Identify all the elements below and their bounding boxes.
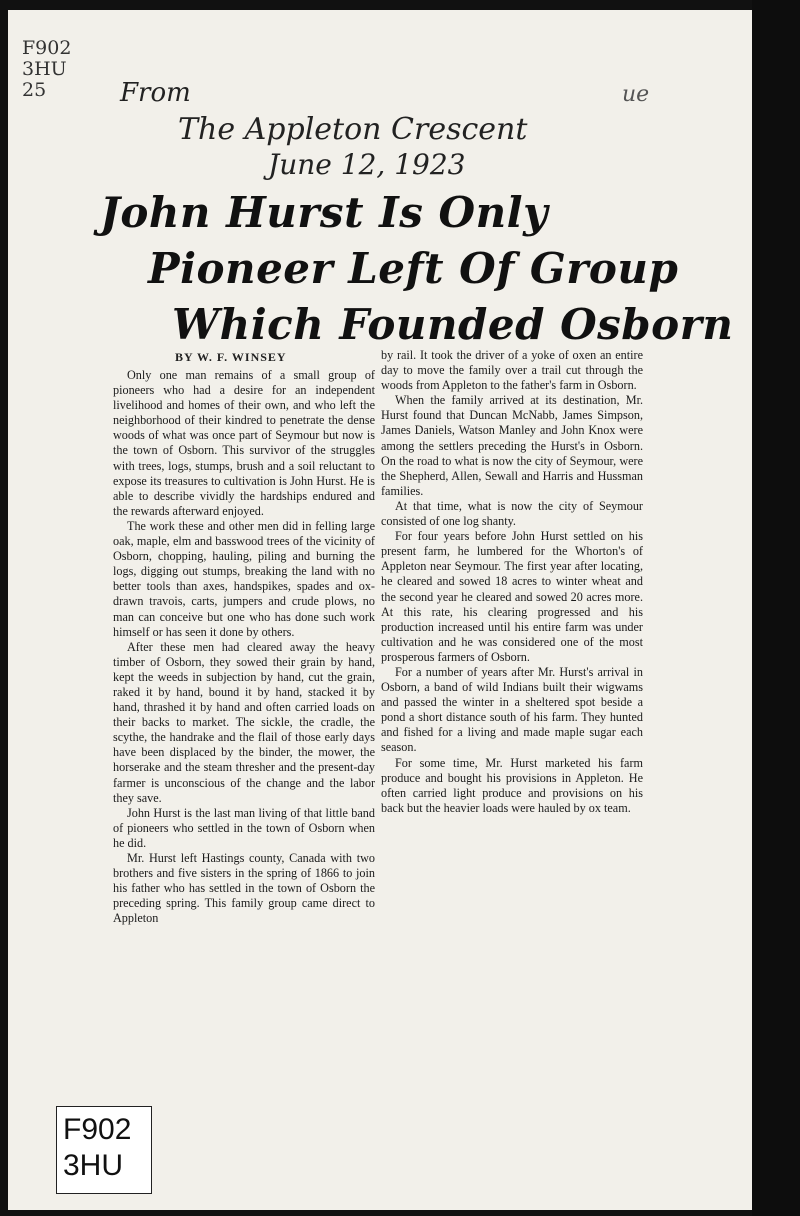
handwritten-corner-mark: ue xyxy=(622,82,650,107)
paragraph: For four years before John Hurst settled on his present farm, he lumbered for the Whorton's of Appleton near Seymour. The first year after locating, he cleared and sowed 18 acres to winter wheat and the second year he cleared and sowed 20 acres more. At this rate, his clearing progressed and his production increased until his entire farm was under cultivation and he was considered one of the most prosperous farmers of Osborn. xyxy=(381,529,643,664)
paragraph: After these men had cleared away the heavy timber of Osborn, they sowed their grain by hand, kept the weeds in subjection by hand, cut the grain, raked it by hand, bound it by hand, stacked it by hand, thrashed it by hand and often carried loads on their backs to market. The sickle, the cradle, the scythe, the handrake and the flail of those early days have been displaced by the binder, the mower, the horserake and the steam thresher and the present-day farmer is unconscious of the change and the labor they save. xyxy=(113,639,375,805)
scan-edge-shadow xyxy=(752,0,800,1216)
handwritten-date: June 12, 1923 xyxy=(268,148,466,181)
handwritten-publication: The Appleton Crescent xyxy=(178,112,528,147)
file-code-top xyxy=(22,38,71,101)
paragraph: The work these and other men did in felling large oak, maple, elm and basswood trees of the vicinity of Osborn, chopping, hauling, piling and burning the logs, digging out stumps, breaking the land with no better tools than axes, handspikes, spades and ox-drawn travois, carts, jumpers and crude plows, no man can conceive but one who has done such work himself or has seen it done by others. xyxy=(113,518,375,639)
paragraph: When the family arrived at its destination, Mr. Hurst found that Duncan McNabb, James Simpson, James Daniels, Watson Manley and John Knox were among the settlers preceding the Hurst's in Osborn. On the road to what is now the city of Seymour, were the Shepherd, Allen, Sewall and Harris and Hussman families. xyxy=(381,393,643,498)
file-code-line: 3HU xyxy=(63,1149,124,1182)
handwritten-from: From xyxy=(120,78,191,108)
article-column-1 xyxy=(113,368,375,926)
file-code-line: F902 xyxy=(22,37,72,59)
headline-line-3: Which Founded Osborn xyxy=(172,300,734,349)
paragraph: Only one man remains of a small group of pioneers who had a desire for an independent livelihood and homes of their own, and who left the neighborhood of their kindred to penetrate the dense woods of what was once part of Seymour but now is the town of Osborn. This survivor of the struggles with trees, logs, stumps, brush and a soil reluctant to expose its treasures to cultivation is John Hurst. He is able to describe vividly the hardships endured and the rewards afterward enjoyed. xyxy=(113,368,375,518)
paragraph: John Hurst is the last man living of that little band of pioneers who settled in the town of Osborn when he did. xyxy=(113,805,375,850)
file-code-line: 25 xyxy=(22,79,47,101)
headline-line-2: Pioneer Left Of Group xyxy=(148,244,679,293)
file-code-label xyxy=(56,1106,152,1194)
paragraph: For some time, Mr. Hurst marketed his farm produce and bought his provisions in Appleton. He often carried light produce and provisions on his back but the heavier loads were hauled by ox team. xyxy=(381,755,643,815)
byline: BY W. F. WINSEY xyxy=(175,350,287,364)
paragraph: For a number of years after Mr. Hurst's arrival in Osborn, a band of wild Indians built their wigwams and passed the winter in a sheltered spot beside a pond a short distance south of his farm. They hunted and fished for a living and made maple sugar each season. xyxy=(381,664,643,755)
paragraph: Mr. Hurst left Hastings county, Canada with two brothers and five sisters in the spring of 1866 to join his father who has settled in the town of Osborn the preceding spring. This family group came direct to Appleton xyxy=(113,851,375,926)
file-code-line: 3HU xyxy=(22,58,67,80)
paragraph: by rail. It took the driver of a yoke of oxen an entire day to move the family over a trail cut through the woods from Appleton to the father's farm in Osborn. xyxy=(381,348,643,393)
paragraph: At that time, what is now the city of Seymour consisted of one log shanty. xyxy=(381,498,643,529)
file-code-line: F902 xyxy=(63,1113,132,1146)
headline-line-1: John Hurst Is Only xyxy=(100,188,548,237)
article-column-2 xyxy=(381,348,643,816)
